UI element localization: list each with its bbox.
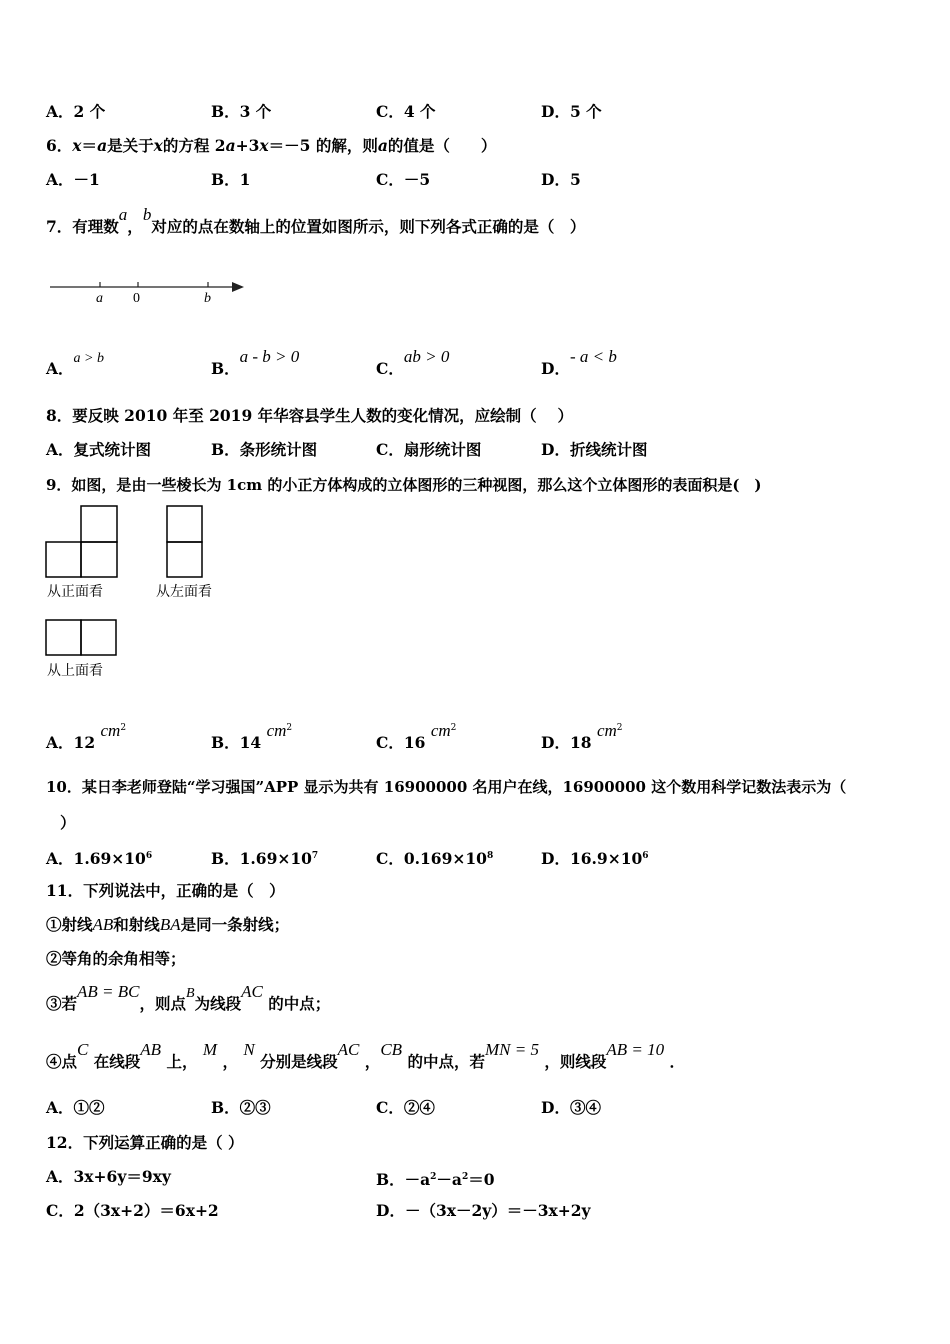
q10-stem-close: ） <box>60 813 76 832</box>
q12-stem: 12．下列运算正确的是（ ） <box>46 1133 244 1152</box>
q10-stem: 10．某日李老师登陆“学习强国”APP 显示为共有 16900000 名用户在线，16900000 这个数用科学记数法表示为（ <box>46 778 847 796</box>
q6-option-a: A．－1 <box>46 170 100 189</box>
left-view-figure <box>166 505 206 580</box>
front-view-figure <box>45 505 120 580</box>
q6-option-c: C．－5 <box>376 170 431 189</box>
q10-option-b: B．$1.69\times 10^7$ <box>211 849 319 869</box>
q7-option-b: B．a - b > 0 <box>211 347 300 378</box>
q8-option-d: D．折线统计图 <box>541 440 648 459</box>
left-view-caption: 从左面看 <box>156 584 212 600</box>
q9-option-b: B．14 $cm^2$ <box>211 721 293 753</box>
q7-stem: 7．有理数a，b对应的点在数轴上的位置如图所示，则下列各式正确的是（ ） <box>46 205 586 236</box>
q11-option-d: D．③④ <box>541 1098 601 1117</box>
q12-option-c: C．2（3x+2）＝6x+2 <box>46 1201 219 1220</box>
axis-label-b: b <box>204 291 211 306</box>
q8-stem: 8．要反映 2010 年至 2019 年华容县学生人数的变化情况，应绘制（ ） <box>46 406 574 425</box>
top-view-caption: 从上面看 <box>47 663 103 679</box>
q5-option-b: B．3 个 <box>211 102 272 121</box>
axis-label-0: 0 <box>133 291 140 306</box>
q11-option-a: A．①② <box>46 1098 105 1117</box>
q9-option-d: D．18 $cm^2$ <box>541 721 623 753</box>
q10-option-d: D．$16.9\times 10^6$ <box>541 849 649 869</box>
q11-statement-4: ④点C 在线段AB 上， M ， N 分别是线段AC ，CB 的中点，若MN = 5 ，则线段AB = 10 ． <box>46 1040 686 1071</box>
q8-option-a: A．复式统计图 <box>46 440 152 459</box>
q5-option-a: A．2 个 <box>46 102 106 121</box>
q6-option-b: B．1 <box>211 170 251 189</box>
q9-stem: 9．如图，是由一些棱长为 1cm 的小正方体构成的立体图形的三种视图，那么这个立体图形的表面积是( ) <box>46 476 762 494</box>
q11-stem: 11．下列说法中，正确的是（ ） <box>46 881 285 900</box>
q5-option-c: C．4 个 <box>376 102 436 121</box>
axis-label-a: a <box>96 291 103 306</box>
q6-stem: 6．x＝a是关于x的方程 2a+3x＝－5 的解，则a的值是（ ） <box>46 136 497 155</box>
q12-option-d: D．－（3x－2y）＝－3x+2y <box>376 1201 591 1220</box>
q11-option-b: B．②③ <box>211 1098 271 1117</box>
q7-option-c: C．ab > 0 <box>376 347 450 378</box>
q11-statement-3: ③若AB = BC，则点B为线段AC 的中点； <box>46 982 331 1013</box>
q7-number-line <box>46 276 256 308</box>
q8-option-c: C．扇形统计图 <box>376 440 482 459</box>
q5-option-d: D．5 个 <box>541 102 602 121</box>
q12-option-b: B．$-a^2-a^2=0$ <box>376 1170 495 1190</box>
q11-option-c: C．②④ <box>376 1098 435 1117</box>
q7-option-a: A．a > b <box>46 351 104 378</box>
q10-option-c: C．$0.169\times 10^8$ <box>376 849 494 869</box>
q11-statement-1: ①射线AB和射线BA是同一条射线； <box>46 915 290 934</box>
q7-option-d: D．- a < b <box>541 347 617 378</box>
front-view-caption: 从正面看 <box>47 584 103 600</box>
q10-option-a: A．$1.69\times 10^6$ <box>46 849 153 869</box>
q9-option-a: A．12 $cm^2$ <box>46 721 127 753</box>
q8-option-b: B．条形统计图 <box>211 440 318 459</box>
q12-option-a: A．3x+6y＝9xy <box>46 1167 171 1186</box>
q11-statement-2: ②等角的余角相等； <box>46 949 186 968</box>
q9-option-c: C．16 $cm^2$ <box>376 721 457 753</box>
top-view-figure <box>45 619 120 657</box>
q6-option-d: D．5 <box>541 170 581 189</box>
